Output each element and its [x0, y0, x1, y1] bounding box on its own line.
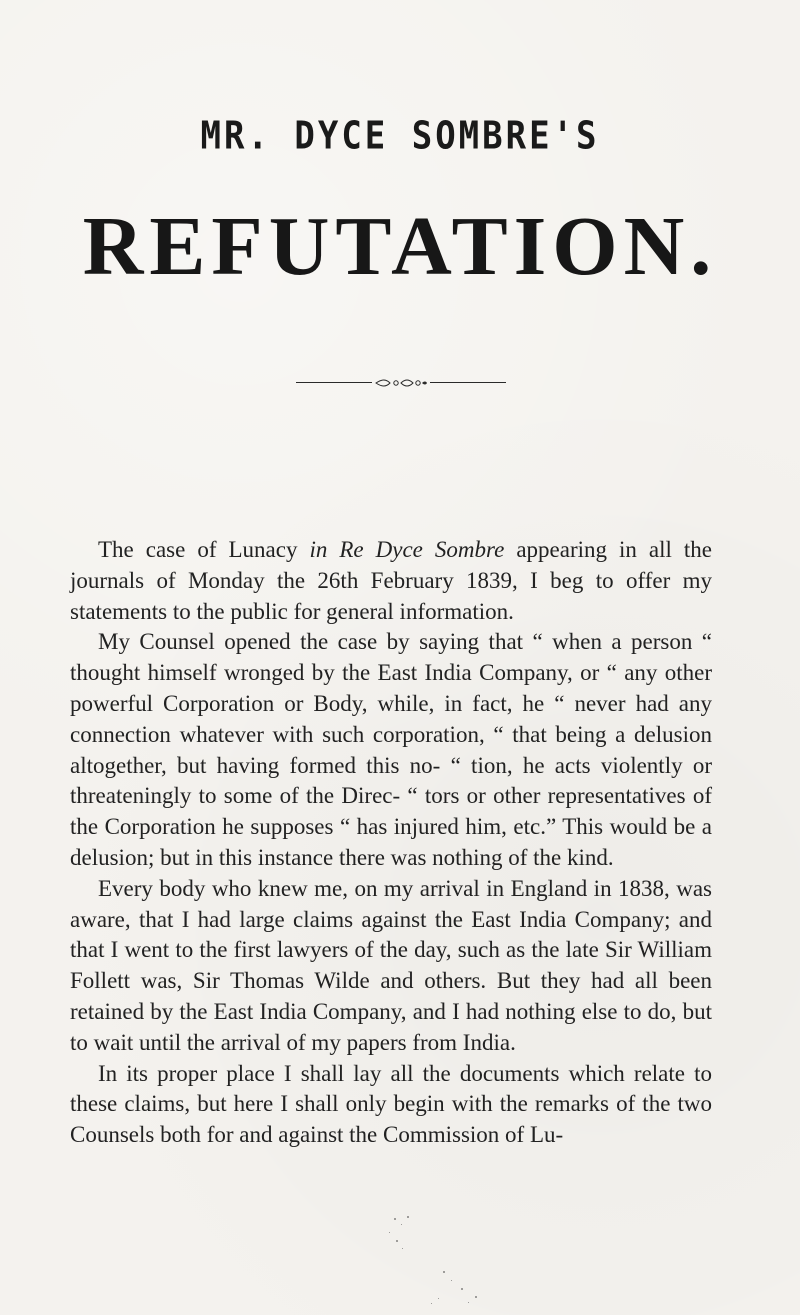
paragraph-1-italic: in Re Dyce Sombre	[309, 537, 505, 562]
paper-speck	[402, 1248, 403, 1249]
paper-speck	[394, 1218, 396, 1220]
paragraph-4: In its proper place I shall lay all the documents which relate to these claims, but here I shall only begin with the remarks of the two Counsels both for and against the Commission of Lu-	[70, 1060, 712, 1148]
paragraph-1-prefix: The case of Lunacy	[98, 537, 310, 562]
paper-speck	[396, 1240, 398, 1242]
paper-speck	[475, 1296, 477, 1298]
paragraph-2: My Counsel opened the case by saying that “ when a person “ thought himself wronged by the East India Company, or “ any other powerful Corporation or Body, while, in fact, he “ never had any connection whatever with such corporation, “ that being a delusion altogether, but having formed this no- “ tion, he acts violently or threateningly to some of the Direc- “ tors or other representatives of the Corporation he supposes “ has injured him, etc.” This would be a delusion; but in this instance there was nothing of the kind.	[70, 629, 712, 870]
paper-speck	[389, 1232, 390, 1233]
paragraph-1	[70, 535, 712, 627]
paper-speck	[431, 1303, 432, 1304]
paper-speck	[468, 1302, 469, 1303]
header-title: MR. DYCE SOMBRE'S	[200, 113, 600, 159]
ornamental-divider	[296, 378, 506, 388]
ornamental-divider-icon	[374, 378, 428, 388]
paragraph-3: Every body who knew me, on my arrival in England in 1838, was aware, that I had large claims against the East India Company; and that I went to the first lawyers of the day, such as the late Sir William Follett was, Sir Thomas Wilde and others. But they had all been retained by the East India Company, and I had nothing else to do, but to wait until the arrival of my papers from India.	[70, 875, 712, 1055]
paper-speck	[407, 1216, 409, 1218]
document-body	[70, 535, 712, 1151]
paper-speck	[401, 1224, 402, 1225]
paper-speck	[461, 1288, 463, 1290]
main-title: REFUTATION.	[82, 200, 718, 293]
paper-speck	[451, 1280, 452, 1281]
paper-speck	[438, 1298, 439, 1299]
divider-line-right	[430, 382, 506, 383]
divider-line-left	[296, 382, 372, 383]
paragraph-1-suffix: appearing in all the journals of Monday the 26th February 1839, I beg to offer my statements to the public for general information.	[70, 537, 712, 624]
paper-speck	[443, 1271, 445, 1273]
